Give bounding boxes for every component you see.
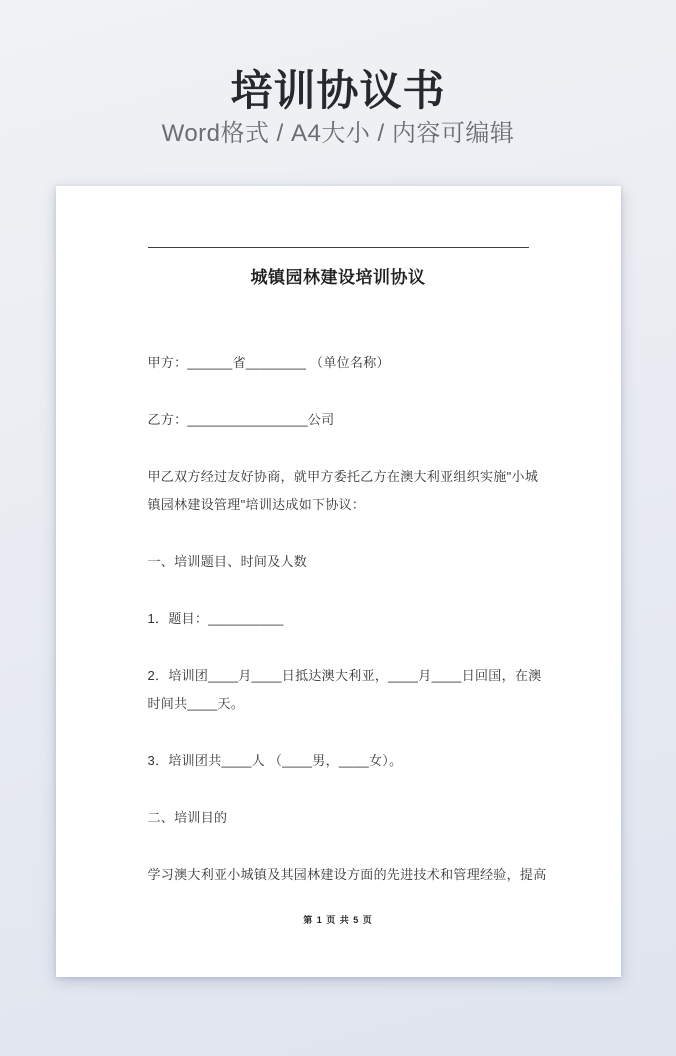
section-1-heading [148,548,529,576]
purpose-line: 学习澳大利亚小城镇及其园林建设方面的先进技术和管理经验，提高 [147,867,547,882]
document-title: 城镇园林建设培训协议 [250,268,426,287]
item-2-line-1: 2．培训团____月____日抵达澳大利亚，____月____日回国，在澳 [147,668,542,683]
header-banner [0,0,676,150]
section-1-heading-line: 一、培训题目、时间及人数 [147,554,308,569]
item-3-headcount [148,747,529,775]
paragraph-party-b [148,406,529,434]
document-page [56,186,621,977]
paragraph-purpose [147,861,547,889]
party-a-line: 甲方：______省________ （单位名称） [147,355,390,370]
page-subtitle: Word格式 / A4大小 / 内容可编辑 [161,120,515,147]
page-title: 培训协议书 [230,67,446,114]
party-b-line: 乙方：________________公司 [147,412,335,427]
paragraph-party-a [148,349,529,377]
page-number-footer: 第 1 页 共 5 页 [303,915,373,925]
preamble-line-2: 镇园林建设管理"培训达成如下协议： [147,497,366,512]
paragraph-preamble [147,463,539,519]
section-2-heading [148,804,529,832]
document-body [147,349,547,889]
section-2-heading-line: 二、培训目的 [147,810,228,825]
item-1-line: 1．题目：__________ [147,611,284,626]
preamble-line-1: 甲乙双方经过友好协商，就甲方委托乙方在澳大利亚组织实施"小城 [147,469,539,484]
item-2-schedule [147,662,542,718]
item-3-line: 3．培训团共____人 （____男，____女）。 [147,753,403,768]
item-2-line-2: 时间共____天。 [147,696,245,711]
item-1-topic [148,605,529,633]
document-divider [148,247,529,248]
